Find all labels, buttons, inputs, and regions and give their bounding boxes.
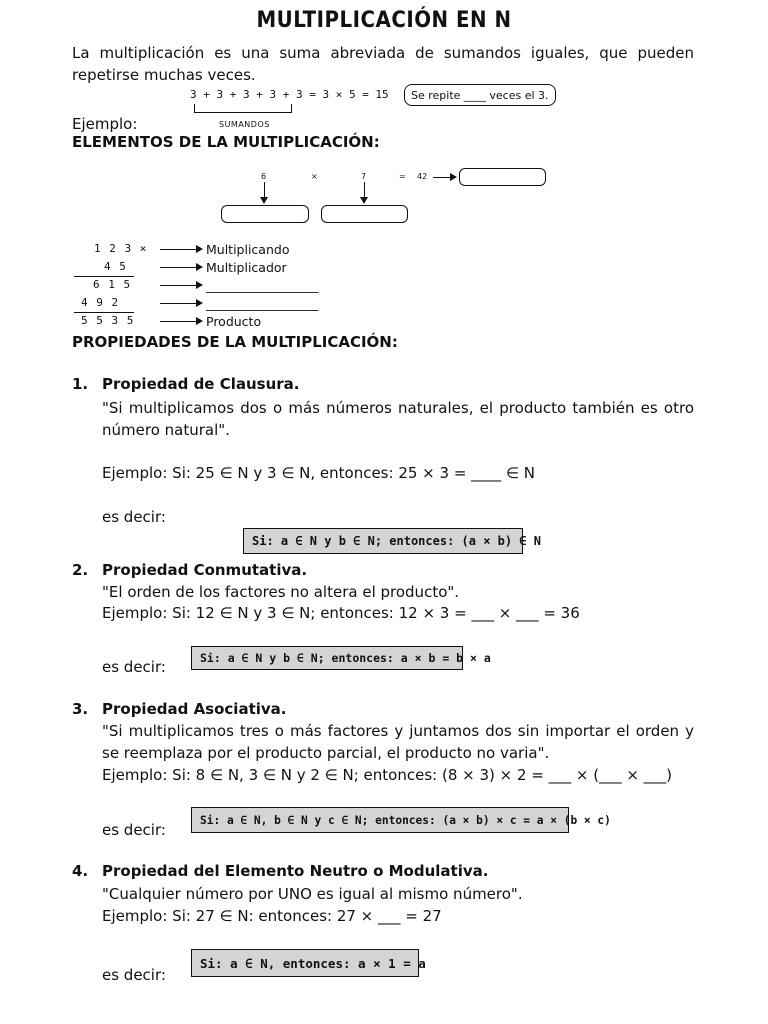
diagram-equals: =	[399, 172, 406, 181]
page-title: MULTIPLICACIÓN EN N	[256, 8, 512, 33]
multiplicand: 1 2 3 ×	[94, 242, 148, 255]
property-example: Ejemplo: Si: 25 ∈ N y 3 ∈ N, entonces: 25 × 3 = ____ ∈ N	[102, 464, 535, 482]
elements-heading: ELEMENTOS DE LA MULTIPLICACIÓN:	[72, 133, 380, 151]
properties-heading: PROPIEDADES DE LA MULTIPLICACIÓN:	[72, 333, 398, 351]
label-blank-2: __________________	[206, 296, 319, 311]
arrow-down-icon	[360, 197, 368, 204]
diagram-factor-b: 7	[361, 172, 367, 181]
result-blank-box[interactable]	[459, 168, 546, 186]
property-formula-text: Si: a ∈ N y b ∈ N; entonces: (a × b) ∈ N	[252, 534, 541, 548]
property-title: Propiedad Asociativa.	[102, 700, 287, 718]
example-label: Ejemplo:	[72, 115, 138, 133]
diagram-factor-a: 6	[261, 172, 267, 181]
property-example: Ejemplo: Si: 8 ∈ N, 3 ∈ N y 2 ∈ N; entonces: (8 × 3) × 2 = ___ × (___ × ___)	[102, 766, 673, 784]
property-quote: "Si multiplicamos tres o más factores y juntamos dos sin importar el orden y se reemplaza por el producto parcial, el producto no varia".	[102, 722, 694, 762]
property-title: Propiedad del Elemento Neutro o Modulativa.	[102, 862, 489, 880]
factor-b-blank-box[interactable]	[321, 205, 408, 223]
repeat-box-text: Se repite ____ veces el 3.	[411, 88, 549, 102]
property-number: 4.	[72, 862, 89, 880]
sumandos-label: SUMANDOS	[219, 120, 270, 129]
diagram-times: ×	[311, 172, 318, 181]
property-quote: "El orden de los factores no altera el producto".	[102, 583, 460, 601]
label-blank-1: __________________	[206, 278, 319, 293]
property-formula	[191, 807, 611, 833]
repeat-box	[404, 84, 556, 106]
property-number: 3.	[72, 700, 89, 718]
example-sum: 3 + 3 + 3 + 3 + 3 = 3 × 5 = 15	[190, 88, 389, 101]
property-formula-text: Si: a ∈ N, entonces: a × 1 = a	[200, 955, 426, 971]
label-producto: Producto	[206, 314, 262, 329]
property-number: 2.	[72, 561, 89, 579]
arrow-right-icon	[196, 245, 203, 253]
sumandos-bracket	[194, 104, 292, 113]
product: 5 5 3 5	[81, 314, 135, 327]
property-title: Propiedad Conmutativa.	[102, 561, 308, 579]
arrow-right-icon	[196, 317, 203, 325]
property-quote: "Cualquier número por UNO es igual al mismo número".	[102, 885, 523, 903]
property-formula	[191, 646, 491, 670]
label-multiplicador: Multiplicador	[206, 260, 287, 275]
multiplier: 4 5	[104, 260, 127, 273]
property-title: Propiedad de Clausura.	[102, 375, 300, 393]
intro-paragraph: La multiplicación es una suma abreviada de sumandos iguales, que pueden repetirse muchas veces.	[72, 44, 694, 84]
arrow-right-icon	[196, 281, 203, 289]
property-formula	[243, 528, 541, 554]
es-decir-label: es decir:	[102, 658, 166, 676]
es-decir-label: es decir:	[102, 966, 166, 984]
arrow-right-icon	[450, 173, 457, 181]
es-decir-label: es decir:	[102, 821, 166, 839]
property-example: Ejemplo: Si: 27 ∈ N: entonces: 27 × ___ = 27	[102, 907, 442, 925]
label-multiplicando: Multiplicando	[206, 242, 290, 257]
es-decir-label: es decir:	[102, 508, 166, 526]
partial-product-2: 4 9 2	[81, 296, 120, 309]
property-example: Ejemplo: Si: 12 ∈ N y 3 ∈ N; entonces: 12 × 3 = ___ × ___ = 36	[102, 604, 580, 622]
diagram-result: 42	[417, 172, 428, 181]
factor-a-blank-box[interactable]	[221, 205, 309, 223]
partial-product-1: 6 1 5	[93, 278, 132, 291]
property-formula	[191, 949, 426, 977]
arrow-down-icon	[260, 197, 268, 204]
property-formula-text: Si: a ∈ N y b ∈ N; entonces: a × b = b × a	[200, 651, 491, 665]
arrow-right-icon	[196, 263, 203, 271]
property-quote: "Si multiplicamos dos o más números naturales, el producto también es otro número natural".	[102, 399, 694, 439]
property-number: 1.	[72, 375, 89, 393]
property-formula-text: Si: a ∈ N, b ∈ N y c ∈ N; entonces: (a × b) × c = a × (b × c)	[200, 813, 611, 827]
arrow-right-icon	[196, 299, 203, 307]
